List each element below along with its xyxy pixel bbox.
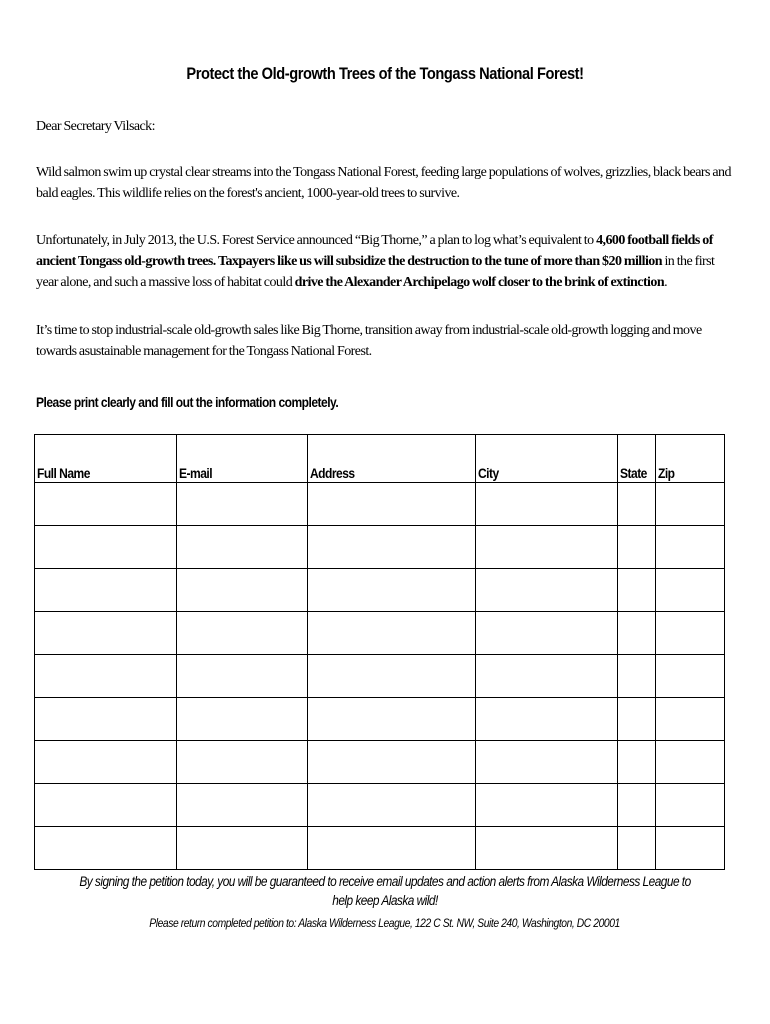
header-full-name: [35, 435, 177, 483]
cell-email[interactable]: [177, 655, 308, 698]
cell-city[interactable]: [476, 655, 618, 698]
header-zip: [656, 435, 725, 483]
cell-full-name[interactable]: [35, 698, 177, 741]
cell-zip[interactable]: [656, 827, 725, 870]
cell-city[interactable]: [476, 526, 618, 569]
form-instruction: Please print clearly and fill out the information completely.: [36, 394, 339, 410]
header-email-label: E-mail: [179, 465, 213, 481]
cell-address[interactable]: [308, 698, 476, 741]
paragraph-call-to-action: It’s time to stop industrial-scale old-growth sales like Big Thorne, transition away from industrial-scale old-growth logging and move towards asustainable management for the Tongass National Forest.: [36, 323, 702, 359]
cell-zip[interactable]: [656, 612, 725, 655]
cell-zip[interactable]: [656, 483, 725, 526]
cell-email[interactable]: [177, 526, 308, 569]
cell-email[interactable]: [177, 784, 308, 827]
cell-email[interactable]: [177, 612, 308, 655]
cell-state[interactable]: [618, 655, 656, 698]
signature-table: [34, 434, 725, 870]
cell-state[interactable]: [618, 569, 656, 612]
cell-email[interactable]: [177, 483, 308, 526]
cell-address[interactable]: [308, 784, 476, 827]
paragraph-big-thorne-text-3: .: [664, 275, 668, 290]
cell-city[interactable]: [476, 698, 618, 741]
cell-state[interactable]: [618, 827, 656, 870]
table-row: [35, 741, 725, 784]
petition-footer-note: [30, 872, 740, 910]
cell-address[interactable]: [308, 483, 476, 526]
table-header-row: [35, 435, 725, 483]
table-row: [35, 483, 725, 526]
header-zip-label: Zip: [658, 465, 675, 481]
cell-address[interactable]: [308, 655, 476, 698]
paragraph-big-thorne: [36, 230, 736, 293]
return-address-text: Please return completed petition to: Alaska Wilderness League, 122 C St. NW, Suite 240, Washington, DC 20001: [149, 916, 621, 930]
cell-state[interactable]: [618, 784, 656, 827]
header-email: [177, 435, 308, 483]
cell-state[interactable]: [618, 526, 656, 569]
cell-address[interactable]: [308, 827, 476, 870]
cell-email[interactable]: [177, 827, 308, 870]
header-state: [618, 435, 656, 483]
paragraph-big-thorne-text-1: Unfortunately, in July 2013, the U.S. Forest Service announced “Big Thorne,” a plan to log what’s equivalent to: [36, 233, 597, 248]
cell-email[interactable]: [177, 698, 308, 741]
cell-city[interactable]: [476, 827, 618, 870]
header-state-label: State: [620, 465, 647, 481]
table-row: [35, 569, 725, 612]
paragraph-big-thorne-bold-2: drive the Alexander Archipelago wolf closer to the brink of extinction: [294, 275, 665, 290]
table-row: [35, 784, 725, 827]
cell-address[interactable]: [308, 612, 476, 655]
table-row: [35, 698, 725, 741]
cell-full-name[interactable]: [35, 612, 177, 655]
cell-address[interactable]: [308, 526, 476, 569]
cell-address[interactable]: [308, 569, 476, 612]
header-address-label: Address: [310, 465, 355, 481]
cell-email[interactable]: [177, 741, 308, 784]
cell-full-name[interactable]: [35, 827, 177, 870]
cell-city[interactable]: [476, 612, 618, 655]
cell-full-name[interactable]: [35, 526, 177, 569]
return-address: [0, 916, 770, 930]
table-row: [35, 827, 725, 870]
cell-zip[interactable]: [656, 784, 725, 827]
cell-zip[interactable]: [656, 655, 725, 698]
salutation: Dear Secretary Vilsack:: [36, 119, 155, 134]
paragraph-big-thorne-bold-1: 4,600 football fields of ancient Tongass old-growth trees. Taxpayers like us will subsidize the destruction to the tune of more than $20 million: [36, 233, 713, 269]
cell-full-name[interactable]: [35, 655, 177, 698]
cell-zip[interactable]: [656, 569, 725, 612]
cell-city[interactable]: [476, 784, 618, 827]
cell-state[interactable]: [618, 698, 656, 741]
cell-state[interactable]: [618, 483, 656, 526]
cell-zip[interactable]: [656, 741, 725, 784]
table-row: [35, 526, 725, 569]
cell-full-name[interactable]: [35, 569, 177, 612]
cell-email[interactable]: [177, 569, 308, 612]
cell-state[interactable]: [618, 741, 656, 784]
table-row: [35, 655, 725, 698]
table-row: [35, 612, 725, 655]
cell-full-name[interactable]: [35, 784, 177, 827]
header-full-name-label: Full Name: [37, 465, 90, 481]
cell-city[interactable]: [476, 483, 618, 526]
cell-address[interactable]: [308, 741, 476, 784]
paragraph-wildlife: Wild salmon swim up crystal clear streams into the Tongass National Forest, feeding large populations of wolves, grizzlies, black bears and bald eagles. This wildlife relies on the forest's ancient, 1000-year-old trees to survive.: [36, 165, 731, 201]
header-city: [476, 435, 618, 483]
paragraph-big-thorne-text-2: in the first year alone, and such a massive loss of habitat could: [36, 254, 715, 290]
cell-full-name[interactable]: [35, 483, 177, 526]
petition-footer-note-text: By signing the petition today, you will be guaranteed to receive email updates and action alerts from Alaska Wilderness League to help keep Alaska wild!: [79, 874, 691, 908]
cell-full-name[interactable]: [35, 741, 177, 784]
cell-zip[interactable]: [656, 526, 725, 569]
cell-state[interactable]: [618, 612, 656, 655]
cell-city[interactable]: [476, 569, 618, 612]
header-city-label: City: [478, 465, 499, 481]
petition-title: Protect the Old-growth Trees of the Tongass National Forest!: [186, 64, 584, 83]
cell-city[interactable]: [476, 741, 618, 784]
header-address: [308, 435, 476, 483]
cell-zip[interactable]: [656, 698, 725, 741]
